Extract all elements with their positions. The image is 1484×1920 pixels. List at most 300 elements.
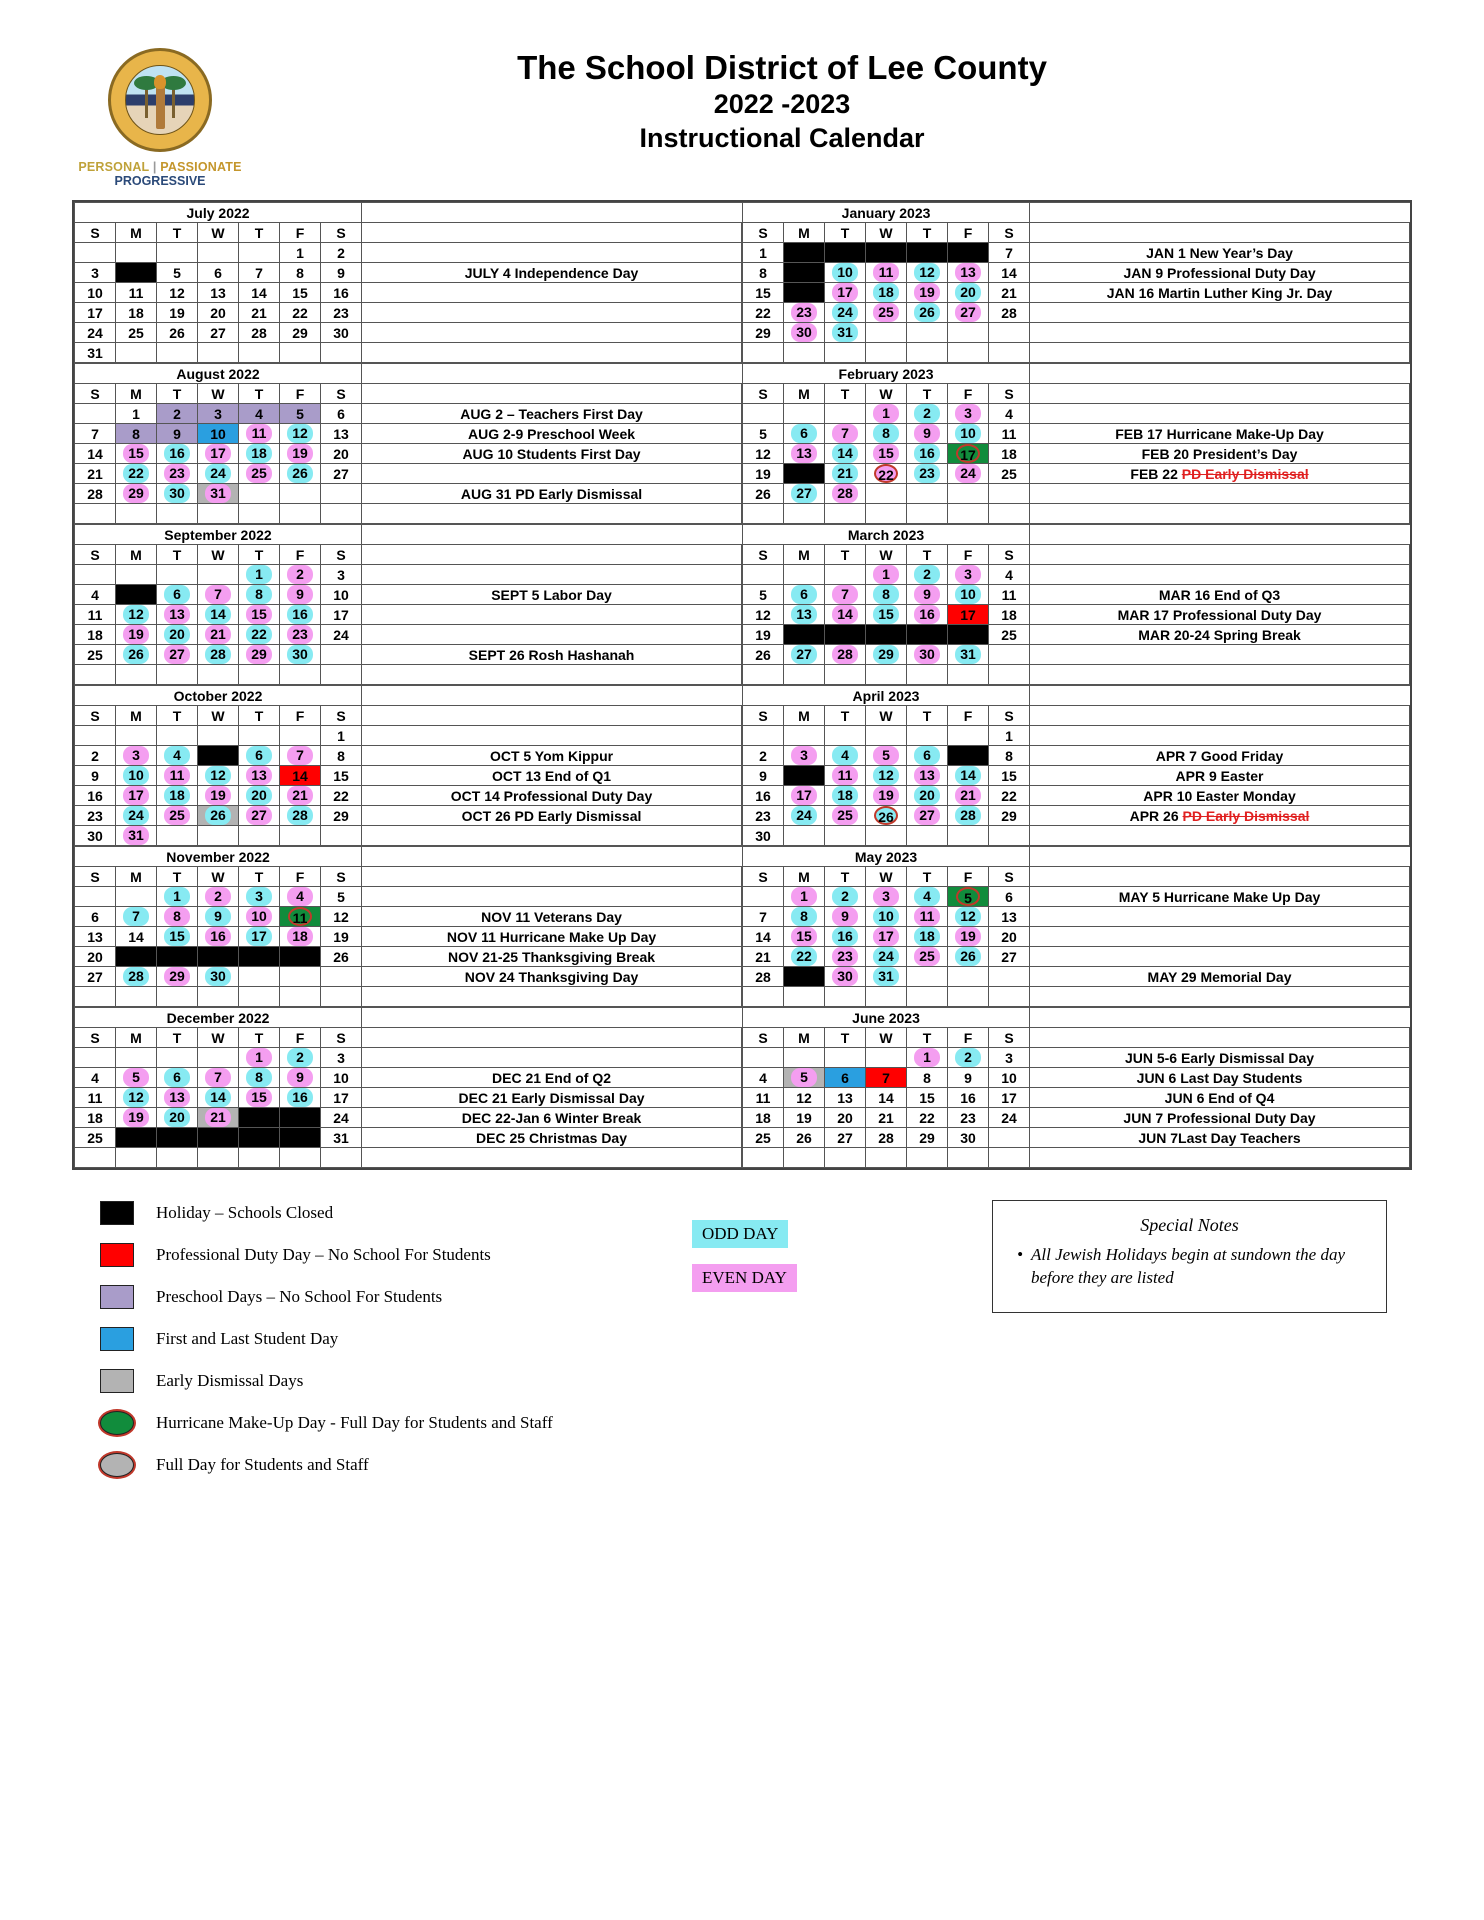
day-cell[interactable] [280,1048,321,1068]
day-cell[interactable] [280,303,321,323]
day-cell[interactable] [907,1048,948,1068]
day-cell[interactable] [198,263,239,283]
day-cell[interactable] [989,927,1030,947]
day-cell[interactable] [784,605,825,625]
day-cell[interactable] [989,907,1030,927]
day-cell[interactable] [157,1128,198,1148]
day-cell[interactable] [948,766,989,786]
day-cell[interactable] [75,625,116,645]
day-cell[interactable] [116,786,157,806]
day-cell[interactable] [743,1088,784,1108]
day-cell[interactable] [907,565,948,585]
day-cell[interactable] [321,726,362,746]
day-cell[interactable] [198,585,239,605]
day-cell[interactable] [198,746,239,766]
day-cell[interactable] [116,283,157,303]
day-cell[interactable] [989,303,1030,323]
day-cell[interactable] [907,907,948,927]
day-cell[interactable] [784,263,825,283]
day-cell[interactable] [280,323,321,343]
day-cell[interactable] [989,565,1030,585]
day-cell[interactable] [116,746,157,766]
day-cell[interactable] [743,967,784,987]
day-cell[interactable] [75,283,116,303]
day-cell[interactable] [866,283,907,303]
day-cell[interactable] [784,746,825,766]
day-cell[interactable] [784,907,825,927]
day-cell[interactable] [75,1108,116,1128]
day-cell[interactable] [75,766,116,786]
day-cell[interactable] [198,927,239,947]
day-cell[interactable] [157,746,198,766]
day-cell[interactable] [825,625,866,645]
day-cell[interactable] [75,746,116,766]
day-cell[interactable] [75,343,116,363]
day-cell[interactable] [321,464,362,484]
day-cell[interactable] [198,766,239,786]
day-cell[interactable] [948,1128,989,1148]
day-cell[interactable] [784,1128,825,1148]
day-cell[interactable] [907,806,948,826]
day-cell[interactable] [948,424,989,444]
day-cell[interactable] [989,1088,1030,1108]
day-cell[interactable] [75,1068,116,1088]
day-cell[interactable] [866,967,907,987]
day-cell[interactable] [116,947,157,967]
day-cell[interactable] [743,826,784,846]
day-cell[interactable] [280,786,321,806]
day-cell[interactable] [239,283,280,303]
day-cell[interactable] [157,585,198,605]
day-cell[interactable] [989,263,1030,283]
day-cell[interactable] [239,1088,280,1108]
day-cell[interactable] [157,444,198,464]
day-cell[interactable] [280,806,321,826]
day-cell[interactable] [907,887,948,907]
day-cell[interactable] [743,625,784,645]
day-cell[interactable] [825,1068,866,1088]
day-cell[interactable] [280,424,321,444]
day-cell[interactable] [116,585,157,605]
day-cell[interactable] [948,444,989,464]
day-cell[interactable] [866,404,907,424]
day-cell[interactable] [743,947,784,967]
day-cell[interactable] [157,645,198,665]
day-cell[interactable] [743,283,784,303]
day-cell[interactable] [321,263,362,283]
day-cell[interactable] [866,766,907,786]
day-cell[interactable] [75,424,116,444]
day-cell[interactable] [948,605,989,625]
day-cell[interactable] [239,565,280,585]
day-cell[interactable] [784,806,825,826]
day-cell[interactable] [866,887,907,907]
day-cell[interactable] [989,243,1030,263]
day-cell[interactable] [743,424,784,444]
day-cell[interactable] [989,746,1030,766]
day-cell[interactable] [116,444,157,464]
day-cell[interactable] [321,243,362,263]
day-cell[interactable] [948,947,989,967]
day-cell[interactable] [825,1108,866,1128]
day-cell[interactable] [239,1068,280,1088]
day-cell[interactable] [907,605,948,625]
day-cell[interactable] [989,1068,1030,1088]
day-cell[interactable] [743,1068,784,1088]
day-cell[interactable] [75,1088,116,1108]
day-cell[interactable] [157,887,198,907]
day-cell[interactable] [866,746,907,766]
day-cell[interactable] [866,464,907,484]
day-cell[interactable] [825,303,866,323]
day-cell[interactable] [784,625,825,645]
day-cell[interactable] [989,1108,1030,1128]
day-cell[interactable] [280,766,321,786]
day-cell[interactable] [784,645,825,665]
day-cell[interactable] [948,283,989,303]
day-cell[interactable] [116,625,157,645]
day-cell[interactable] [198,947,239,967]
day-cell[interactable] [198,645,239,665]
day-cell[interactable] [989,283,1030,303]
day-cell[interactable] [907,404,948,424]
day-cell[interactable] [825,746,866,766]
day-cell[interactable] [239,786,280,806]
day-cell[interactable] [989,605,1030,625]
day-cell[interactable] [948,1108,989,1128]
day-cell[interactable] [784,766,825,786]
day-cell[interactable] [280,947,321,967]
day-cell[interactable] [948,565,989,585]
day-cell[interactable] [75,464,116,484]
day-cell[interactable] [825,967,866,987]
day-cell[interactable] [948,887,989,907]
day-cell[interactable] [75,444,116,464]
day-cell[interactable] [280,243,321,263]
day-cell[interactable] [75,323,116,343]
day-cell[interactable] [198,484,239,504]
day-cell[interactable] [321,1088,362,1108]
day-cell[interactable] [321,444,362,464]
day-cell[interactable] [157,1108,198,1128]
day-cell[interactable] [907,746,948,766]
day-cell[interactable] [825,424,866,444]
day-cell[interactable] [948,806,989,826]
day-cell[interactable] [280,605,321,625]
day-cell[interactable] [116,263,157,283]
day-cell[interactable] [321,323,362,343]
day-cell[interactable] [743,645,784,665]
day-cell[interactable] [321,303,362,323]
day-cell[interactable] [784,1108,825,1128]
day-cell[interactable] [116,605,157,625]
day-cell[interactable] [907,263,948,283]
day-cell[interactable] [743,263,784,283]
day-cell[interactable] [321,786,362,806]
day-cell[interactable] [239,303,280,323]
day-cell[interactable] [948,585,989,605]
day-cell[interactable] [989,585,1030,605]
day-cell[interactable] [948,303,989,323]
day-cell[interactable] [948,1088,989,1108]
day-cell[interactable] [784,484,825,504]
day-cell[interactable] [866,806,907,826]
day-cell[interactable] [989,766,1030,786]
day-cell[interactable] [157,323,198,343]
day-cell[interactable] [866,645,907,665]
day-cell[interactable] [784,444,825,464]
day-cell[interactable] [280,887,321,907]
day-cell[interactable] [948,625,989,645]
day-cell[interactable] [239,585,280,605]
day-cell[interactable] [321,947,362,967]
day-cell[interactable] [866,1128,907,1148]
day-cell[interactable] [239,323,280,343]
day-cell[interactable] [75,947,116,967]
day-cell[interactable] [75,907,116,927]
day-cell[interactable] [157,806,198,826]
day-cell[interactable] [866,444,907,464]
day-cell[interactable] [75,786,116,806]
day-cell[interactable] [75,826,116,846]
day-cell[interactable] [239,947,280,967]
day-cell[interactable] [157,404,198,424]
day-cell[interactable] [280,1088,321,1108]
day-cell[interactable] [989,947,1030,967]
day-cell[interactable] [239,887,280,907]
day-cell[interactable] [907,243,948,263]
day-cell[interactable] [825,806,866,826]
day-cell[interactable] [825,927,866,947]
day-cell[interactable] [239,1048,280,1068]
day-cell[interactable] [907,766,948,786]
day-cell[interactable] [157,967,198,987]
day-cell[interactable] [239,404,280,424]
day-cell[interactable] [743,806,784,826]
day-cell[interactable] [784,323,825,343]
day-cell[interactable] [989,444,1030,464]
day-cell[interactable] [116,323,157,343]
day-cell[interactable] [116,645,157,665]
day-cell[interactable] [948,1068,989,1088]
day-cell[interactable] [157,605,198,625]
day-cell[interactable] [198,323,239,343]
day-cell[interactable] [280,464,321,484]
day-cell[interactable] [743,585,784,605]
day-cell[interactable] [280,565,321,585]
day-cell[interactable] [907,947,948,967]
day-cell[interactable] [743,1128,784,1148]
day-cell[interactable] [784,1068,825,1088]
day-cell[interactable] [198,786,239,806]
day-cell[interactable] [948,907,989,927]
day-cell[interactable] [948,786,989,806]
day-cell[interactable] [784,786,825,806]
day-cell[interactable] [866,263,907,283]
day-cell[interactable] [280,907,321,927]
day-cell[interactable] [825,484,866,504]
day-cell[interactable] [198,967,239,987]
day-cell[interactable] [825,585,866,605]
day-cell[interactable] [907,625,948,645]
day-cell[interactable] [907,1128,948,1148]
day-cell[interactable] [157,424,198,444]
day-cell[interactable] [116,303,157,323]
day-cell[interactable] [280,1128,321,1148]
day-cell[interactable] [157,786,198,806]
day-cell[interactable] [157,1068,198,1088]
day-cell[interactable] [116,1068,157,1088]
day-cell[interactable] [825,887,866,907]
day-cell[interactable] [157,484,198,504]
day-cell[interactable] [116,806,157,826]
day-cell[interactable] [948,1048,989,1068]
day-cell[interactable] [743,766,784,786]
day-cell[interactable] [157,907,198,927]
day-cell[interactable] [866,424,907,444]
day-cell[interactable] [280,1108,321,1128]
day-cell[interactable] [280,1068,321,1088]
day-cell[interactable] [239,806,280,826]
day-cell[interactable] [866,585,907,605]
day-cell[interactable] [784,947,825,967]
day-cell[interactable] [116,1088,157,1108]
day-cell[interactable] [321,806,362,826]
day-cell[interactable] [280,645,321,665]
day-cell[interactable] [948,404,989,424]
day-cell[interactable] [157,303,198,323]
day-cell[interactable] [825,464,866,484]
day-cell[interactable] [157,1088,198,1108]
day-cell[interactable] [239,1128,280,1148]
day-cell[interactable] [825,1088,866,1108]
day-cell[interactable] [907,786,948,806]
day-cell[interactable] [989,726,1030,746]
day-cell[interactable] [948,746,989,766]
day-cell[interactable] [784,303,825,323]
day-cell[interactable] [198,1128,239,1148]
day-cell[interactable] [116,424,157,444]
day-cell[interactable] [75,806,116,826]
day-cell[interactable] [198,625,239,645]
day-cell[interactable] [157,464,198,484]
day-cell[interactable] [321,1068,362,1088]
day-cell[interactable] [116,464,157,484]
day-cell[interactable] [239,645,280,665]
day-cell[interactable] [198,1108,239,1128]
day-cell[interactable] [989,887,1030,907]
day-cell[interactable] [239,263,280,283]
day-cell[interactable] [321,927,362,947]
day-cell[interactable] [321,565,362,585]
day-cell[interactable] [239,625,280,645]
day-cell[interactable] [198,1088,239,1108]
day-cell[interactable] [198,424,239,444]
day-cell[interactable] [321,585,362,605]
day-cell[interactable] [116,1108,157,1128]
day-cell[interactable] [321,1108,362,1128]
day-cell[interactable] [948,927,989,947]
day-cell[interactable] [75,605,116,625]
day-cell[interactable] [825,444,866,464]
day-cell[interactable] [866,1088,907,1108]
day-cell[interactable] [198,1068,239,1088]
day-cell[interactable] [75,585,116,605]
day-cell[interactable] [743,464,784,484]
day-cell[interactable] [321,605,362,625]
day-cell[interactable] [825,323,866,343]
day-cell[interactable] [866,625,907,645]
day-cell[interactable] [948,243,989,263]
day-cell[interactable] [989,464,1030,484]
day-cell[interactable] [743,746,784,766]
day-cell[interactable] [280,625,321,645]
day-cell[interactable] [198,404,239,424]
day-cell[interactable] [907,1108,948,1128]
day-cell[interactable] [198,444,239,464]
day-cell[interactable] [784,585,825,605]
day-cell[interactable] [280,283,321,303]
day-cell[interactable] [948,263,989,283]
day-cell[interactable] [784,1088,825,1108]
day-cell[interactable] [866,786,907,806]
day-cell[interactable] [989,1048,1030,1068]
day-cell[interactable] [239,746,280,766]
day-cell[interactable] [948,645,989,665]
day-cell[interactable] [907,1068,948,1088]
day-cell[interactable] [157,947,198,967]
day-cell[interactable] [239,1108,280,1128]
day-cell[interactable] [116,967,157,987]
day-cell[interactable] [866,243,907,263]
day-cell[interactable] [907,444,948,464]
day-cell[interactable] [825,786,866,806]
day-cell[interactable] [198,283,239,303]
day-cell[interactable] [866,303,907,323]
day-cell[interactable] [239,605,280,625]
day-cell[interactable] [784,243,825,263]
day-cell[interactable] [75,1128,116,1148]
day-cell[interactable] [743,907,784,927]
day-cell[interactable] [743,1108,784,1128]
day-cell[interactable] [825,605,866,625]
day-cell[interactable] [825,947,866,967]
day-cell[interactable] [907,303,948,323]
day-cell[interactable] [116,1128,157,1148]
day-cell[interactable] [866,605,907,625]
day-cell[interactable] [116,484,157,504]
day-cell[interactable] [784,927,825,947]
day-cell[interactable] [866,1068,907,1088]
day-cell[interactable] [321,1048,362,1068]
day-cell[interactable] [743,786,784,806]
day-cell[interactable] [280,927,321,947]
day-cell[interactable] [280,444,321,464]
day-cell[interactable] [116,766,157,786]
day-cell[interactable] [989,806,1030,826]
day-cell[interactable] [116,404,157,424]
day-cell[interactable] [866,565,907,585]
day-cell[interactable] [75,263,116,283]
day-cell[interactable] [198,887,239,907]
day-cell[interactable] [784,887,825,907]
day-cell[interactable] [321,283,362,303]
day-cell[interactable] [907,464,948,484]
day-cell[interactable] [321,746,362,766]
day-cell[interactable] [157,625,198,645]
day-cell[interactable] [239,907,280,927]
day-cell[interactable] [321,907,362,927]
